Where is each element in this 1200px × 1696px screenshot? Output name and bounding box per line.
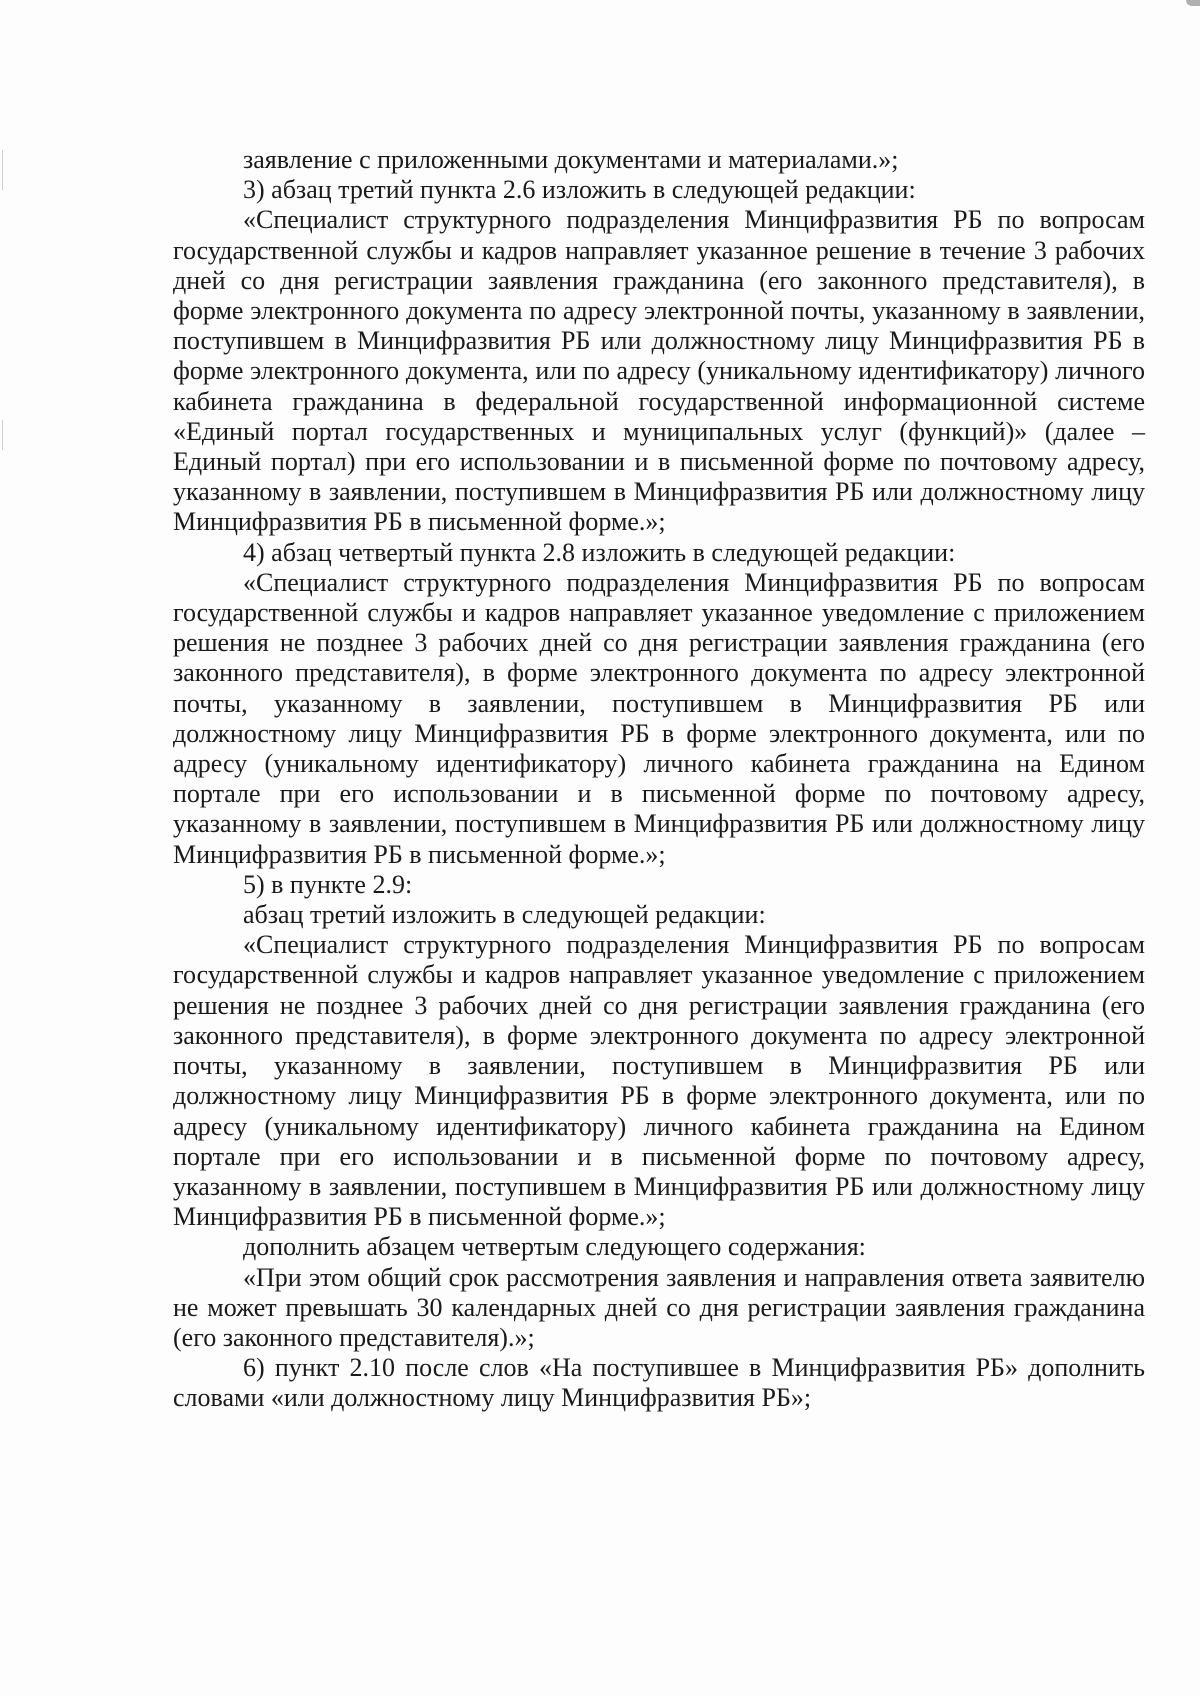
paragraph: «При этом общий срок рассмотрения заявления и направления ответа заявителю не может превышать 30 календарных дней со дня регистрации заявления гражданина (его законного представителя).»; (173, 1262, 1145, 1352)
paragraph: заявление с приложенными документами и материалами.»; (243, 145, 899, 174)
scan-artifact (1186, 0, 1200, 6)
scan-edge-mark (2, 420, 3, 450)
paragraph: абзац третий изложить в следующей редакции: (243, 900, 766, 930)
paragraph: 6) пункт 2.10 после слов «На поступившее в Минцифразвития РБ» дополнить словами «или должностному лицу Минцифразвития РБ»; (173, 1353, 1145, 1413)
paragraph: «Специалист структурного подразделения Минцифразвития РБ по вопросам государственной службы и кадров направляет указанное уведомление с приложением решения не позднее 3 рабочих дней со дня регистрации заявления гражданина (его законного представителя), в форме электронного документа по адресу электронной почты, указанному в заявлении, поступившем в Минцифразвития РБ или должностному лицу Минцифразвития РБ в форме электронного документа, или по адресу (уникальному идентификатору) личного кабинета гражданина на Едином портале при его использовании и в письменной форме по почтовому адресу, указанному в заявлении, поступившем в Минцифразвития РБ или должностному лицу Минцифразвития РБ в письменной форме.»; (173, 567, 1145, 869)
paragraph: 3) абзац третий пункта 2.6 изложить в следующей редакции: (243, 175, 916, 205)
scan-edge-mark (2, 150, 3, 190)
paragraph: дополнить абзацем четвертым следующего содержания: (243, 1232, 866, 1262)
paragraph: «Специалист структурного подразделения Минцифразвития РБ по вопросам государственной службы и кадров направляет указанное решение в течение 3 рабочих дней со дня регистрации заявления гражданина (его законного представителя), в форме электронного документа по адресу электронной почты, указанному в заявлении, поступившем в Минцифразвития РБ или должностному лицу Минцифразвития РБ в форме электронного документа, или по адресу (уникальному идентификатору) личного кабинета гражданина в федеральной государственной информационной системе «Единый портал государственных и муниципальных услуг (функций)» (далее – Единый портал) при его использовании и в письменной форме по почтовому адресу, указанному в заявлении, поступившем в Минцифразвития РБ или должностному лицу Минцифразвития РБ в письменной форме.»; (173, 205, 1145, 537)
document-body (173, 145, 1145, 1414)
paragraph: 5) в пункте 2.9: (243, 869, 413, 899)
paragraph: 4) абзац четвертый пункта 2.8 изложить в следующей редакции: (243, 537, 956, 567)
paragraph: «Специалист структурного подразделения Минцифразвития РБ по вопросам государственной службы и кадров направляет указанное уведомление с приложением решения не позднее 3 рабочих дней со дня регистрации заявления гражданина (его законного представителя), в форме электронного документа по адресу электронной почты, указанному в заявлении, поступившем в Минцифразвития РБ или должностному лицу Минцифразвития РБ в форме электронного документа, или по адресу (уникальному идентификатору) личного кабинета гражданина на Едином портале при его использовании и в письменной форме по почтовому адресу, указанному в заявлении, поступившем в Минцифразвития РБ или должностному лицу Минцифразвития РБ в письменной форме.»; (173, 930, 1145, 1232)
